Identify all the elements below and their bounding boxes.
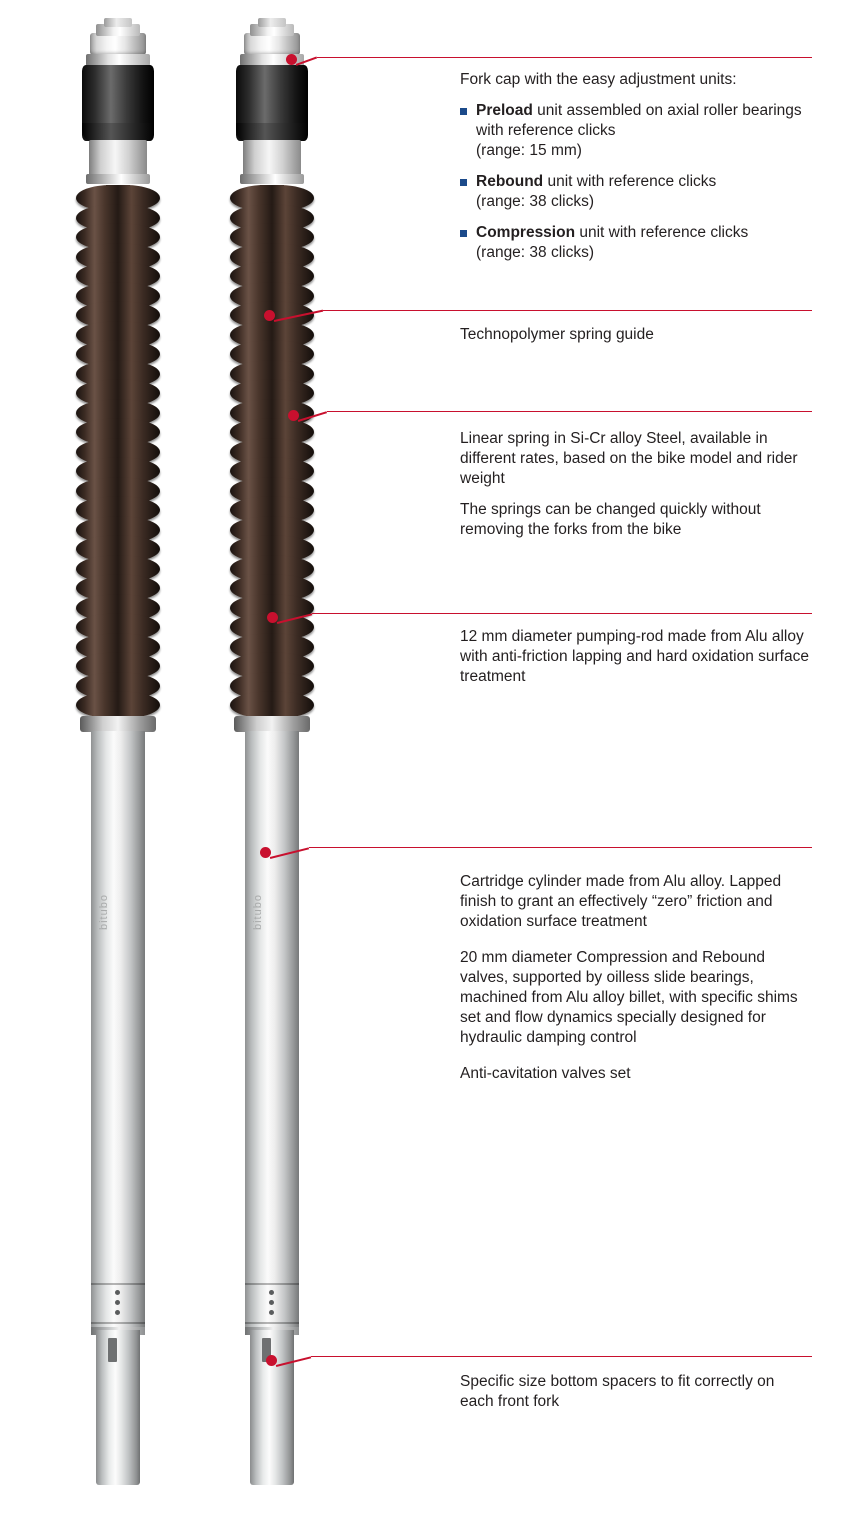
callout-spring-guide-text: Technopolymer spring guide [460,326,654,343]
callout-fork-cap-heading: Fork cap with the easy adjustment units: [460,71,737,88]
leader-line-linear-spring [327,411,812,412]
tube-etch-left: bitubo [98,894,110,930]
callout-bottom-spacers [460,1372,812,1412]
square-bullet-icon [460,179,467,186]
callout-pumping-rod [460,627,812,687]
callout-fork-cap [460,70,812,263]
callout-range-preload: (range: 15 mm) [476,142,582,159]
callout-cartridge-text-2: 20 mm diameter Compression and Rebound valves, supported by oilless slide bearings, machined from Alu alloy billet, with specific shims set and flow dynamics specially designed for hydraulic damping control [460,949,798,1046]
callout-dot-linear-spring [288,410,299,421]
fork-assembly-right [212,0,332,1529]
cartridge-groove [245,1322,299,1324]
square-bullet-icon [460,108,467,115]
preload-unit-right [243,140,301,182]
adjuster-body-left [82,65,154,141]
callout-dot-pumping-rod [267,612,278,623]
callout-dot-spring-guide [264,310,275,321]
cartridge-port-hole [269,1310,274,1315]
leader-line-cartridge [309,847,812,848]
callout-cartridge-cylinder [460,872,812,1084]
callout-fork-cap-item-rebound [460,172,812,212]
callout-term-rebound: Rebound [476,173,544,190]
tube-etch-right: bitubo [252,894,264,930]
cartridge-port-hole [115,1310,120,1315]
callout-term-compression: Compression [476,224,576,241]
cartridge-cylinder-left [91,731,145,1331]
square-bullet-icon [460,230,467,237]
callout-range-compression: (range: 38 clicks) [476,244,595,261]
callout-spring-guide [460,325,812,345]
preload-unit-left [89,140,147,182]
cartridge-groove [91,1322,145,1324]
spring-left [76,185,160,730]
callout-bottom-spacers-text: Specific size bottom spacers to fit correctly on each front fork [460,1373,775,1410]
cartridge-cylinder-right [245,731,299,1331]
leader-line-bottom-spacers [311,1356,812,1357]
callout-pumping-rod-text: 12 mm diameter pumping-rod made from Alu alloy with anti-friction lapping and hard oxidation surface treatment [460,628,809,685]
callout-text-rebound: unit with reference clicks [543,173,717,190]
cartridge-port-hole [115,1290,120,1295]
fork-cap-left [90,33,146,55]
cartridge-groove [245,1283,299,1285]
callout-linear-spring-text-1: Linear spring in Si-Cr alloy Steel, available in different rates, based on the bike model and rider weight [460,430,798,487]
leader-line-pumping-rod [312,613,812,614]
callout-term-preload: Preload [476,102,533,119]
callout-fork-cap-item-preload [460,101,812,161]
callout-text-preload: unit assembled on axial roller bearings with reference clicks [476,102,802,139]
callout-cartridge-text-3: Anti-cavitation valves set [460,1065,631,1082]
callout-linear-spring-text-2: The springs can be changed quickly without removing the forks from the bike [460,501,761,538]
cartridge-groove [91,1283,145,1285]
callout-range-rebound: (range: 38 clicks) [476,193,595,210]
leader-line-fork-cap [317,57,812,58]
bottom-spacer-notch-left [108,1338,117,1362]
spring-coil [230,692,314,718]
cartridge-port-hole [115,1300,120,1305]
callout-linear-spring [460,429,812,540]
cartridge-top-collar-right [234,716,310,732]
callout-text-compression: unit with reference clicks [575,224,749,241]
cartridge-port-hole [269,1300,274,1305]
leader-line-spring-guide [323,310,812,311]
bottom-spacer-right [250,1330,294,1485]
fork-cap-right [244,33,300,55]
callout-fork-cap-item-compression [460,223,812,263]
cartridge-top-collar-left [80,716,156,732]
cartridge-port-hole [269,1290,274,1295]
fork-assembly-left [58,0,178,1529]
callout-dot-cartridge [260,847,271,858]
callout-dot-bottom-spacers [266,1355,277,1366]
callout-cartridge-text-1: Cartridge cylinder made from Alu alloy. Lapped finish to grant an effectively “zero” friction and oxidation surface treatment [460,873,782,930]
spring-right [230,185,314,730]
bottom-spacer-left [96,1330,140,1485]
adjuster-body-right [236,65,308,141]
spring-coil [76,692,160,718]
callout-dot-fork-cap [286,54,297,65]
